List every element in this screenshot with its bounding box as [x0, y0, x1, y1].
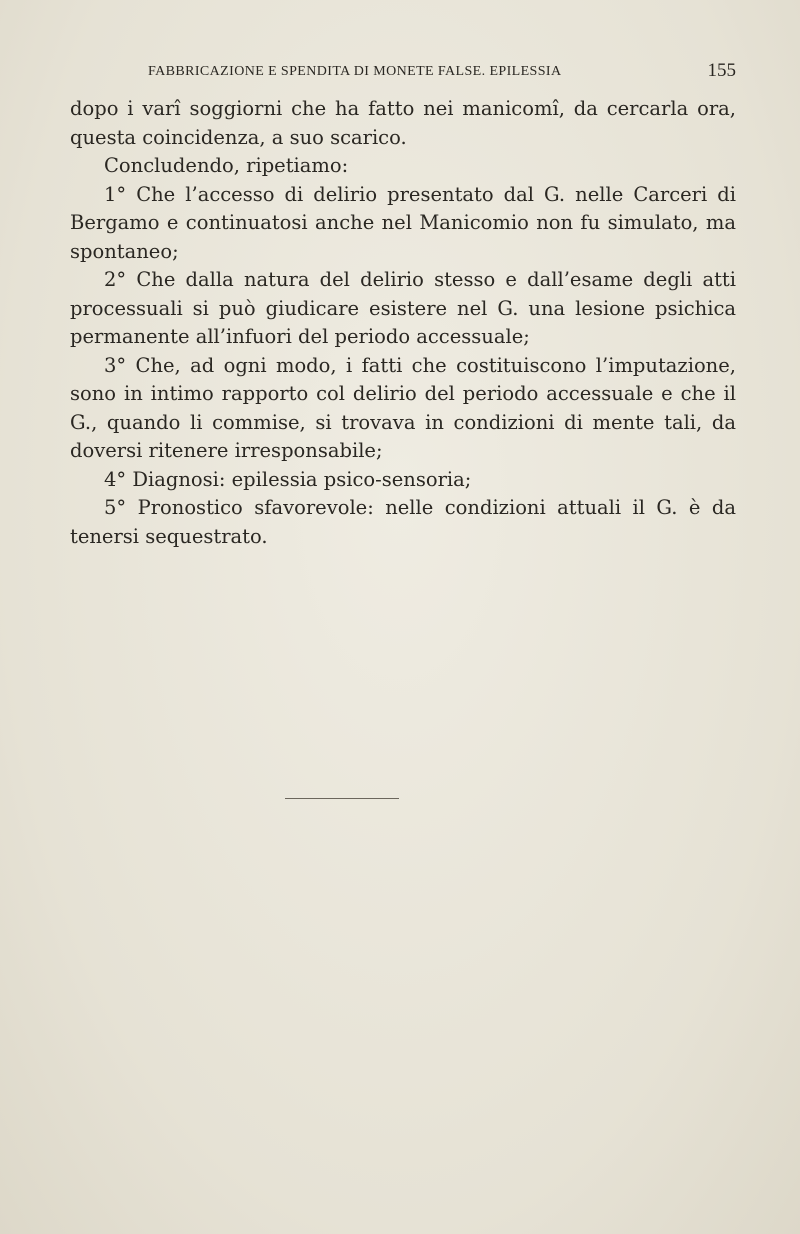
conclusion-item-3: 3° Che, ad ogni modo, i fatti che costituiscono l’imputazione, sono in intimo rapporto col delirio del periodo accessuale e che il G., quando li commise, si trovava in condizioni di mente tali, da doversi ritenere irresponsabile;: [70, 353, 736, 462]
body-text: [70, 95, 736, 551]
conclusion-item-5: 5° Pronostico sfavorevole: nelle condizioni attuali il G. è da tenersi sequestrato.: [70, 496, 736, 548]
section-divider: [285, 798, 399, 799]
conclusion-item-1: 1° Che l’accesso di delirio presentato dal G. nelle Carceri di Bergamo e continuatosi anche nel Manicomio non fu simulato, ma spontaneo;: [70, 182, 736, 263]
page-number: 155: [707, 60, 736, 81]
paragraph-conclusion-intro: Concludendo, ripetiamo:: [104, 154, 349, 177]
page-header: [148, 60, 740, 84]
conclusion-item-2: 2° Che dalla natura del delirio stesso e dall’esame degli atti processuali si può giudicare esistere nel G. una lesione psichica permanente all’infuori del periodo accessuale;: [70, 268, 736, 348]
paragraph-continuation: dopo i varî soggiorni che ha fatto nei manicomî, da cercarla ora, questa coincidenza, a suo scarico.: [70, 97, 736, 149]
running-title: FABBRICAZIONE E SPENDITA DI MONETE FALSE. EPILESSIA: [148, 64, 562, 79]
conclusion-item-4: 4° Diagnosi: epilessia psico-sensoria;: [104, 467, 472, 491]
